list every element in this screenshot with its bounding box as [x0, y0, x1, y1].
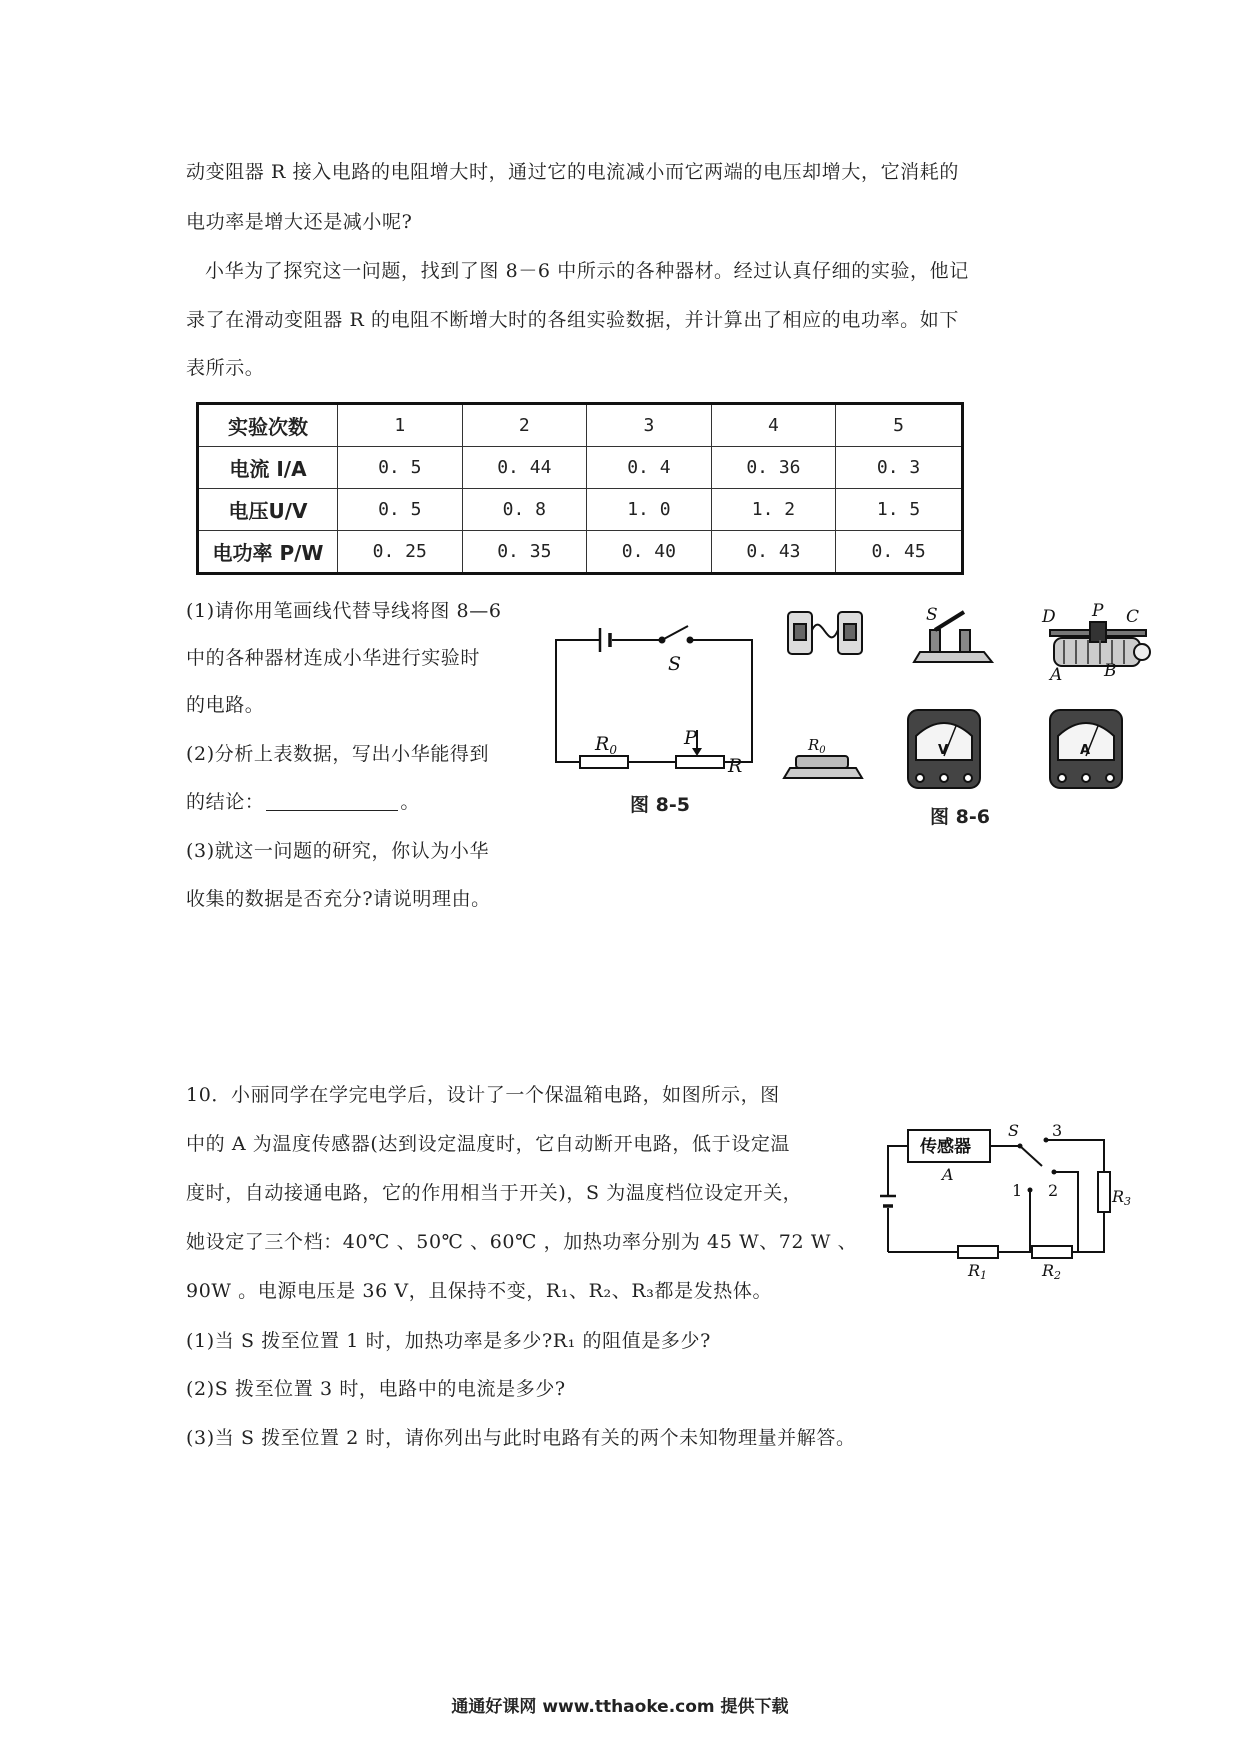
intro-line: 小华为了探究这一问题，找到了图 8－6 中所示的各种器材。经过认真仔细的实验，他记 — [205, 260, 969, 282]
wire — [1048, 1140, 1104, 1172]
q9-line: (1)请你用笔画线代替导线将图 8—6 — [186, 600, 502, 622]
q9-line: (3)就这一问题的研究，你认为小华 — [186, 840, 490, 862]
row-header: 实验次数 — [198, 404, 338, 447]
q10-line: 她设定了三个档：40℃ 、50℃ 、60℃ ，加热功率分别为 45 W、72 W 、 — [186, 1231, 858, 1253]
table-row — [198, 404, 963, 447]
resistor-r0 — [580, 756, 628, 768]
q10-line: 中的 A 为温度传感器(达到设定温度时，它自动断开电路，低于设定温 — [186, 1133, 791, 1155]
label-r3-sub: 3 — [1124, 1195, 1132, 1208]
switch-blade — [1020, 1146, 1042, 1166]
label-volt: V — [938, 743, 949, 758]
table-cell: 0. 45 — [836, 531, 963, 574]
label-r3 — [1111, 1187, 1131, 1208]
label-r0 — [594, 733, 617, 757]
label-r0-block-main: R — [808, 736, 820, 754]
terminal-2 — [1052, 1170, 1057, 1175]
resistor-block-icon — [784, 756, 862, 778]
terminal-3 — [1044, 1138, 1049, 1143]
table-cell: 0. 36 — [711, 447, 836, 489]
resistor-r3 — [1098, 1172, 1110, 1212]
label-r0-block-sub: 0 — [819, 745, 826, 756]
incubator-circuit-diagram — [880, 1120, 1130, 1280]
table-cell: 4 — [711, 404, 836, 447]
table-row — [198, 531, 963, 574]
figure-8-6-apparatus — [780, 600, 1160, 830]
wire — [1056, 1172, 1078, 1252]
label-p: P — [684, 727, 697, 749]
table-cell: 1. 2 — [711, 489, 836, 531]
q9-line: 收集的数据是否充分?请说明理由。 — [186, 888, 491, 910]
label-a: A — [1050, 665, 1063, 685]
q10-line: 90W 。电源电压是 36 V，且保持不变，R₁、R₂、R₃都是发热体。 — [186, 1280, 773, 1302]
q9-line: (2)分析上表数据，写出小华能得到 — [186, 743, 490, 765]
conclusion-label: 的结论： — [186, 791, 265, 813]
switch-pivot — [1018, 1144, 1023, 1149]
label-3: 3 — [1052, 1121, 1063, 1140]
label-sensor: 传感器 — [920, 1137, 971, 1157]
conclusion-blank — [266, 790, 398, 811]
table-cell: 1. 0 — [587, 489, 712, 531]
label-r: R — [728, 755, 743, 777]
table-cell: 0. 44 — [462, 447, 587, 489]
intro-line: 动变阻器 R 接入电路的电阻增大时，通过它的电流减小而它两端的电压却增大，它消耗的 — [186, 161, 959, 183]
wire — [1072, 1212, 1104, 1252]
terminal-1 — [1028, 1188, 1033, 1193]
table-cell: 2 — [462, 404, 587, 447]
label-amp: A — [1080, 743, 1091, 758]
intro-line: 电功率是增大还是减小呢? — [186, 211, 413, 233]
figure-8-5-caption: 图 8-5 — [630, 794, 690, 816]
label-r0-main: R — [595, 733, 610, 755]
conclusion-period: 。 — [400, 791, 421, 813]
figure-8-6-caption: 图 8-6 — [930, 806, 990, 828]
q9-line — [186, 789, 420, 815]
label-r2-main: R — [1042, 1261, 1055, 1280]
label-s: S — [668, 653, 682, 675]
label-c: C — [1126, 607, 1140, 627]
label-s: S — [1008, 1121, 1019, 1140]
q10-line: (1)当 S 拨至位置 1 时，加热功率是多少?R₁ 的阻值是多少? — [186, 1330, 711, 1352]
row-header: 电流 I/A — [198, 447, 338, 489]
label-r1-sub: 1 — [980, 1269, 988, 1282]
table-cell: 0. 8 — [462, 489, 587, 531]
label-p: P — [1092, 601, 1104, 621]
table-cell: 5 — [836, 404, 963, 447]
table-row — [198, 447, 963, 489]
q10-line: 10．小丽同学在学完电学后，设计了一个保温箱电路，如图所示，图 — [186, 1084, 780, 1106]
label-r0-sub: 0 — [609, 743, 617, 757]
label-r2 — [1041, 1261, 1061, 1282]
table-cell: 0. 35 — [462, 531, 587, 574]
sliding-rheostat-icon — [1050, 622, 1150, 666]
label-r1 — [967, 1261, 987, 1282]
battery-pair-icon — [788, 612, 862, 654]
q10-line: (2)S 拨至位置 3 时，电路中的电流是多少? — [186, 1378, 566, 1400]
wire — [888, 1146, 908, 1196]
label-d: D — [1042, 607, 1056, 627]
intro-line: 表所示。 — [186, 357, 265, 379]
label-a: A — [942, 1165, 954, 1184]
table-cell: 1 — [338, 404, 463, 447]
label-r2-sub: 2 — [1054, 1269, 1062, 1282]
intro-line: 录了在滑动变阻器 R 的电阻不断增大时的各组实验数据，并计算出了相应的电功率。如下 — [186, 309, 959, 331]
q9-line: 的电路。 — [186, 694, 265, 716]
switch-contact — [688, 638, 693, 643]
q10-line: 度时，自动接通电路，它的作用相当于开关)，S 为温度档位设定开关， — [186, 1182, 803, 1204]
resistor-r2 — [1032, 1246, 1072, 1258]
q10-line: (3)当 S 拨至位置 2 时，请你列出与此时电路有关的两个未知物理量并解答。 — [186, 1427, 856, 1449]
table-cell: 0. 43 — [711, 531, 836, 574]
label-b: B — [1104, 661, 1117, 681]
wire — [692, 640, 752, 762]
row-header: 电压U/V — [198, 489, 338, 531]
table-cell: 0. 4 — [587, 447, 712, 489]
table-cell: 0. 25 — [338, 531, 463, 574]
label-switch-s: S — [926, 605, 938, 625]
table-row — [198, 489, 963, 531]
wiper-arrowhead — [692, 748, 702, 756]
table-cell: 0. 40 — [587, 531, 712, 574]
label-2: 2 — [1048, 1181, 1059, 1200]
resistor-r1 — [958, 1246, 998, 1258]
figure-8-5-circuit — [540, 590, 770, 790]
table-cell: 0. 5 — [338, 489, 463, 531]
table-cell: 1. 5 — [836, 489, 963, 531]
row-header: 电功率 P/W — [198, 531, 338, 574]
table-cell: 0. 5 — [338, 447, 463, 489]
footer-credit: 通通好课网 www.tthaoke.com 提供下载 — [451, 1697, 789, 1717]
wire — [556, 640, 600, 762]
table-cell: 0. 3 — [836, 447, 963, 489]
label-1: 1 — [1012, 1181, 1023, 1200]
rheostat-r — [676, 756, 724, 768]
label-r0-block — [807, 736, 826, 756]
table-cell: 3 — [587, 404, 712, 447]
q9-line: 中的各种器材连成小华进行实验时 — [186, 647, 481, 669]
label-r3-main: R — [1112, 1187, 1125, 1206]
switch-blade — [662, 626, 688, 640]
label-r1-main: R — [968, 1261, 981, 1280]
experiment-data-table — [196, 402, 964, 575]
